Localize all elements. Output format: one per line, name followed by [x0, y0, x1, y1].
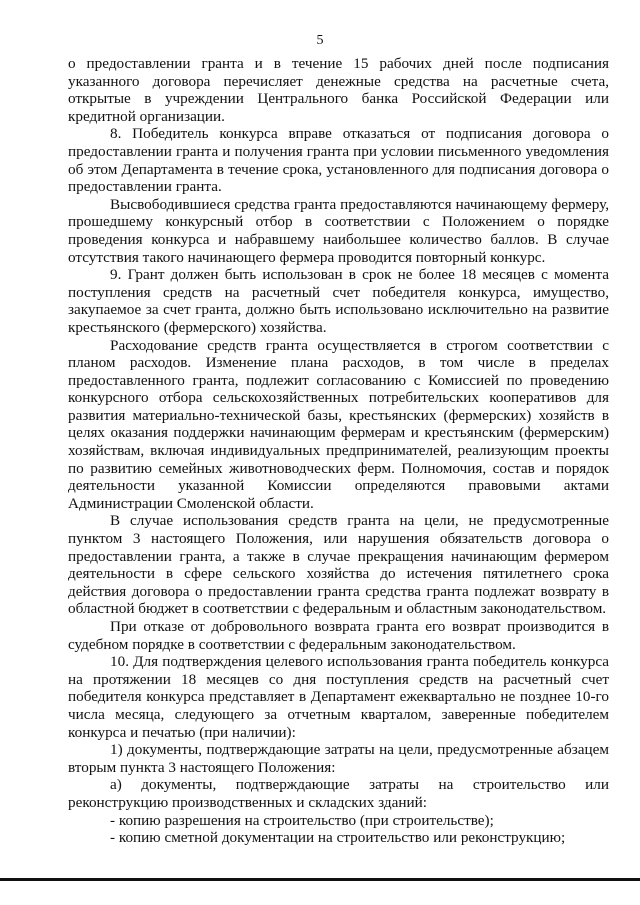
paragraph-4: 9. Грант должен быть использован в срок не более 18 месяцев с момента поступления средств на расчетный счет победителя конкурса, имущество, закупаемое за счет гранта, должно быть использовано исключительно на развитие крестьянского (фермерского) хозяйства. [68, 266, 609, 336]
paragraph-1: о предоставлении гранта и в течение 15 рабочих дней после подписания указанного договора перечисляет денежные средства на расчетные счета, открытые в учреждении Центрального банка Российской Федерации или кредитной организации. [68, 55, 609, 125]
document-body [68, 55, 609, 847]
paragraph-11: - копию разрешения на строительство (при строительстве); [110, 811, 494, 829]
paragraph-8: 10. Для подтверждения целевого использования гранта победитель конкурса на протяжении 18 месяцев со дня поступления средств на расчетный счет победителя конкурса представляет в Департамент ежеквартально не позднее 10-го числа месяца, следующего за отчетным кварталом, заверенные победителем конкурса и печатью (при наличии): [68, 653, 609, 741]
paragraph-6: В случае использования средств гранта на цели, не предусмотренные пунктом 3 настоящего Положения, или нарушения обязательств договора о предоставлении гранта, а также в случае прекращения начинающим фермером деятельности в сфере сельского хозяйства до истечения пятилетнего срока действия договора о предоставлении гранта средства гранта подлежат возврату в областной бюджет в соответствии с федеральным и областным законодательством. [68, 512, 609, 618]
paragraph-5: Расходование средств гранта осуществляется в строгом соответствии с планом расходов. Изменение плана расходов, в том числе в пределах предоставленного гранта, подлежит согласованию с Комиссией по проведению конкурсного отбора сельскохозяйственных потребительских кооперативов для развития материально-технической базы, крестьянских (фермерских) хозяйств в целях оказания поддержки начинающим фермерам и крестьянским (фермерским) хозяйствам, включая индивидуальных предпринимателей, реализующим проекты по развитию семейных животноводческих ферм. Полномочия, состав и порядок деятельности указанной Комиссии определяются правовыми актами Администрации Смоленской области. [68, 336, 609, 512]
paragraph-9: 1) документы, подтверждающие затраты на цели, предусмотренные абзацем вторым пункта 3 настоящего Положения: [68, 741, 609, 776]
page-number: 5 [316, 33, 324, 48]
bottom-scan-border [0, 878, 640, 881]
paragraph-2: 8. Победитель конкурса вправе отказаться от подписания договора о предоставлении гранта и получения гранта при условии письменного уведомления об этом Департамента в течение срока, установленного для подписания договора о предоставлении гранта. [68, 125, 609, 196]
paragraph-3: Высвободившиеся средства гранта предоставляются начинающему фермеру, прошедшему конкурсный отбор в соответствии с Положением о порядке проведения конкурса и набравшему наибольшее количество баллов. В случае отсутствия такого начинающего фермера проводится повторный конкурс. [68, 195, 609, 266]
paragraph-7: При отказе от добровольного возврата гранта его возврат производится в судебном порядке в соответствии с федеральным законодательством. [68, 618, 609, 653]
paragraph-12: - копию сметной документации на строительство или реконструкцию; [110, 829, 566, 847]
paragraph-10: а) документы, подтверждающие затраты на строительство или реконструкцию производственных и складских зданий: [68, 776, 609, 811]
